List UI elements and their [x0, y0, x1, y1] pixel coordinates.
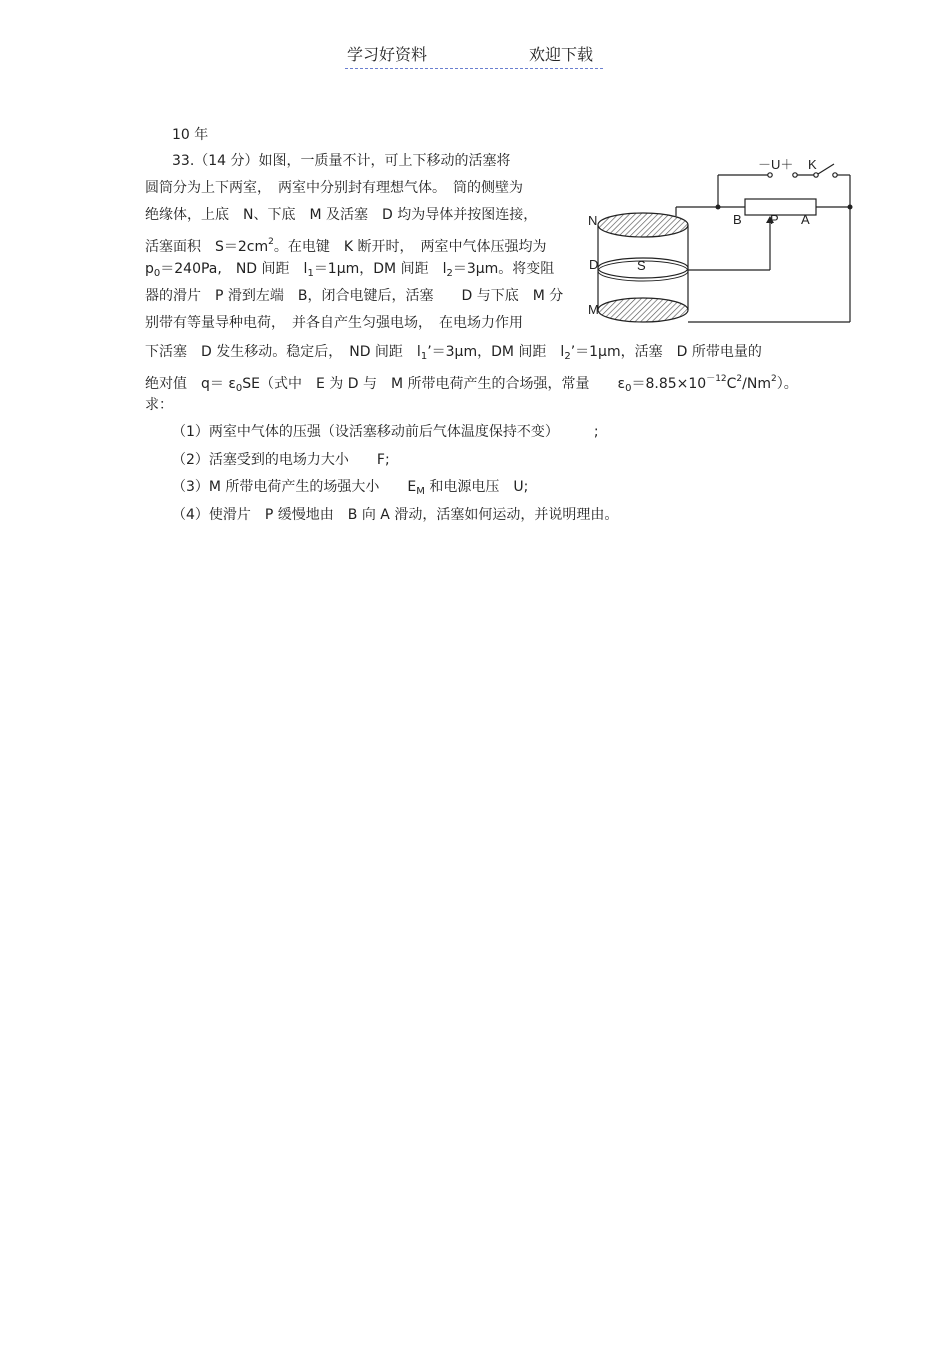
question-3: （3）M 所带电荷产生的场强大小 $E_M$ 和电源电压 U; — [172, 479, 529, 497]
problem-line-1: 33.（14 分）如图，一质量不计，可上下移动的活塞将 — [172, 153, 511, 169]
problem-line-7: 别带有等量导种电荷， 并各自产生匀强电场， 在电场力作用 — [145, 315, 523, 331]
rheostat-p-label: P — [770, 212, 779, 227]
circuit-diagram — [580, 150, 860, 330]
page-header — [345, 42, 603, 69]
plate-m-label: M — [588, 302, 599, 317]
bottom-plate-m — [598, 298, 688, 322]
junction-dot-left — [716, 205, 721, 210]
question-1: （1）两室中气体的压强（设活塞移动前后气体温度保持不变） ; — [172, 424, 599, 440]
problem-line-3: 绝缘体，上底 N、下底 M 及活塞 D 均为导体并按图连接， — [145, 207, 538, 223]
header-right-text: 欢迎下载 — [529, 45, 594, 64]
area-s-label: S — [637, 258, 646, 273]
rheostat-b-label: B — [733, 212, 742, 227]
question-2: （2）活塞受到的电场力大小 F; — [172, 452, 390, 468]
problem-line-8: 下活塞 D 发生移动。稳定后， ND 间距 $l_1’=3\mu m$，DM 间距 $l_2’=1\mu m$，活塞 D 所带电量的 — [145, 344, 762, 362]
junction-dot-right — [848, 205, 853, 210]
source-label: －U＋ — [758, 157, 794, 172]
piston-d-label: D — [589, 257, 599, 272]
problem-line-5: $p_0=240Pa$, ND 间距 $l_1=1\mu m$，DM 间距 $l_2=3\mu m$。将变阻 — [145, 261, 555, 279]
switch-k-label: K — [808, 157, 817, 172]
problem-line-10: 求： — [145, 397, 173, 413]
wires — [676, 175, 850, 322]
top-plate-n — [598, 213, 688, 237]
header-left-text: 学习好资料 — [347, 45, 428, 64]
question-4: （4）使滑片 P 缓慢地由 B 向 A 滑动，活塞如何运动，并说明理由。 — [172, 507, 619, 523]
year-label: 10 年 — [172, 127, 209, 143]
problem-line-4: 活塞面积 $S=2cm^2$。在电键 K 断开时， 两室中气体压强均为 — [145, 237, 547, 255]
plate-n-label: N — [588, 213, 598, 228]
problem-line-2: 圆筒分为上下两室， 两室中分别封有理想气体。 筒的侧壁为 — [145, 180, 523, 196]
rheostat-a-label: A — [801, 212, 810, 227]
problem-line-6: 器的滑片 P 滑到左端 B，闭合电键后，活塞 D 与下底 M 分 — [145, 288, 564, 304]
problem-line-9: 绝对值 $q= \varepsilon_0SE$（式中 E 为 D 与 M 所带电荷产生的合场强，常量 $\varepsilon_0=8.85\times 10^{-12}C^2/Nm^2$）。 — [145, 374, 798, 394]
